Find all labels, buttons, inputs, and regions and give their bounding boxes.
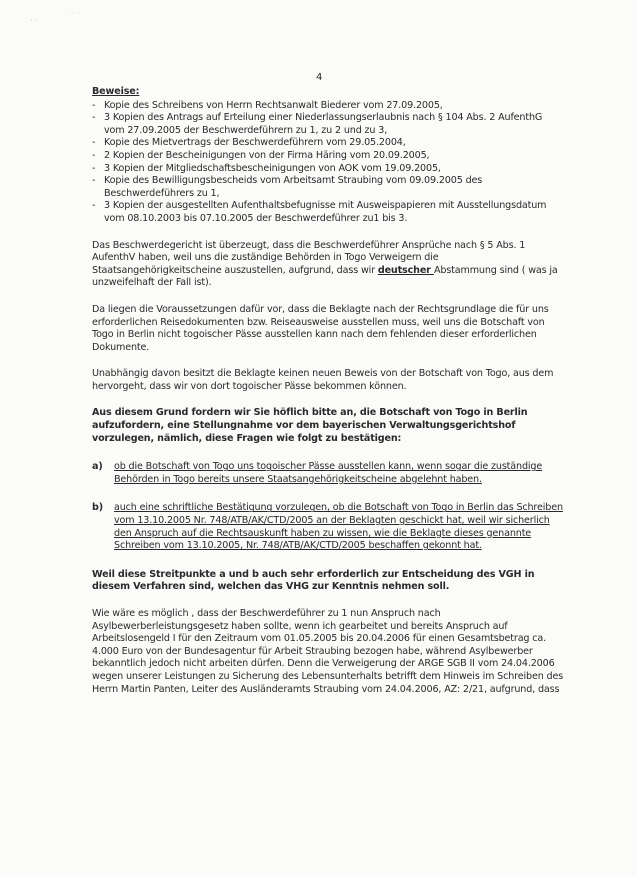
list-item: - 3 Kopien des Antrags auf Erteilung einer Niederlassungserlaubnis nach § 104 Abs. 2 AufenthG vom 27.09.2005 der Beschwerdeführern zu 1, zu 2 und zu 3, (92, 112, 564, 137)
paragraph-requirements: Da liegen die Voraussetzungen dafür vor, dass die Beklagte nach der Rechtsgrundlage die für uns erforderlichen Reisedokumenten bzw. Reiseausweise ausstellen muss, weil uns die Botschaft von Togo in Berlin nicht togoischer Pässe ausstellen kann nach dem fehlenden dieser erforderlichen Dokumente. (92, 303, 549, 353)
scan-speck: ˙ ˙ (70, 12, 81, 21)
list-item: - Kopie des Bewilligungsbescheids vom Arbeitsamt Straubing vom 09.09.2005 des Beschwerdeführers zu 1, (92, 175, 564, 200)
list-item: - 3 Kopien der Mitgliedschaftsbescheinigungen von AOK vom 19.09.2005, (92, 163, 564, 176)
list-item: - 2 Kopien der Bescheinigungen von der Firma Häring vom 20.09.2005, (92, 150, 564, 163)
emphasis-deutscher: deutscher (377, 264, 434, 276)
request-a-text: ob die Botschaft von Togo uns togoischer Pässe ausstellen kann, wenn sogar die zuständige Behörden in Togo bereits unsere Staatsangehörigkeitscheine abgelehnt haben. (114, 461, 543, 485)
list-item: - 3 Kopien der ausgestellten Aufenthaltsbefugnisse mit Ausweispapieren mit Ausstellungsdatum vom 08.10.2003 bis 07.10.2005 der Beschwerdeführer zu1 bis 3. (92, 200, 564, 225)
request-b-text: auch eine schriftliche Bestätigung vorzulegen, ob die Botschaft von Togo in Berlin das Schreiben vom 13.10.2005 Nr. 748/ATB/AK/CTD/2005 an der Beklagten geschickt hat, weil wir sicherlich den Anspruch auf die Rechtsauskunft haben zu wissen, wie die Beklagte dieses genannte Schreiben vom 13.10.2005, Nr. 748/ATB/AK/CTD/2005 beschaffen gekonnt hat. (114, 502, 563, 552)
conclusion: Weil diese Streitpunkte a und b auch sehr erforderlich zur Entscheidung des VGH in diesem Verfahren sind, welchen das VHG zur Kenntnis nehmen soll. (92, 568, 535, 593)
paragraph-claim-text: Das Beschwerdegericht ist überzeugt, dass die Beschwerdeführer Ansprüche nach § 5 Abs. 1 AufenthV haben, weil uns die zuständige Behörden in Togo Verweigern die Staatsangehörigkeitscheine auszustellen, aufgrund, dass wir (92, 239, 526, 276)
scan-speck: · · (30, 16, 38, 25)
paragraph-claim (92, 240, 564, 290)
list-item: - Kopie des Mietvertrags der Beschwerdeführern vom 29.05.2004, (92, 137, 564, 150)
page-number: 4 (316, 72, 323, 83)
paragraph-final: Wie wäre es möglich , dass der Beschwerdeführer zu 1 nun Anspruch nach Asylbewerberleistungsgesetz haben sollte, wenn ich gearbeitet und bereits Anspruch auf Arbeitslosengeld I für den Zeitraum vom 01.05.2005 bis 20.04.2006 für einen Gesamtsbetrag ca. 4.000 Euro von der Bundesagentur für Arbeit Straubing bezogen habe, während Asylbewerber bekanntlich jedoch nicht arbeiten dürfen. Denn die Verweigerung der ARGE SGB II vom 24.04.2006 wegen unserer Leistungen zu Sicherung des Lebensunterhalts betrifft dem Hinweis im Schreiben des Herrn Martin Panten, Leiter des Ausländeramts Straubing vom 24.04.2006, AZ: 2/21, aufgrund, dass (92, 608, 564, 695)
letter-body (92, 86, 564, 696)
list-item: - Kopie des Schreibens von Herrn Rechtsanwalt Biederer vom 27.09.2005, (92, 100, 564, 113)
paragraph-claim-end: Abstammung sind ( was ja unzweifelhaft der Fall ist). (92, 264, 558, 289)
evidence-heading: Beweise: (92, 86, 140, 97)
request-a-label: a) (92, 461, 103, 473)
request-b-label: b) (92, 502, 103, 514)
request-intro: Aus diesem Grund fordern wir Sie höflich bitte an, die Botschaft von Togo in Berlin aufzufordern, eine Stellungnahme vor dem bayerischen Verwaltungsgerichtshof vorzulegen, nämlich, diese Fragen wie folgt zu bestätigen: (92, 407, 528, 444)
evidence-list (92, 100, 564, 226)
paragraph-no-evidence: Unabhängig davon besitzt die Beklagte keinen neuen Beweis von der Botschaft von Togo, aus dem hervorgeht, dass wir von dort togoischer Pässe bekommen können. (92, 368, 554, 392)
request-b (92, 502, 564, 552)
request-a (92, 461, 564, 486)
